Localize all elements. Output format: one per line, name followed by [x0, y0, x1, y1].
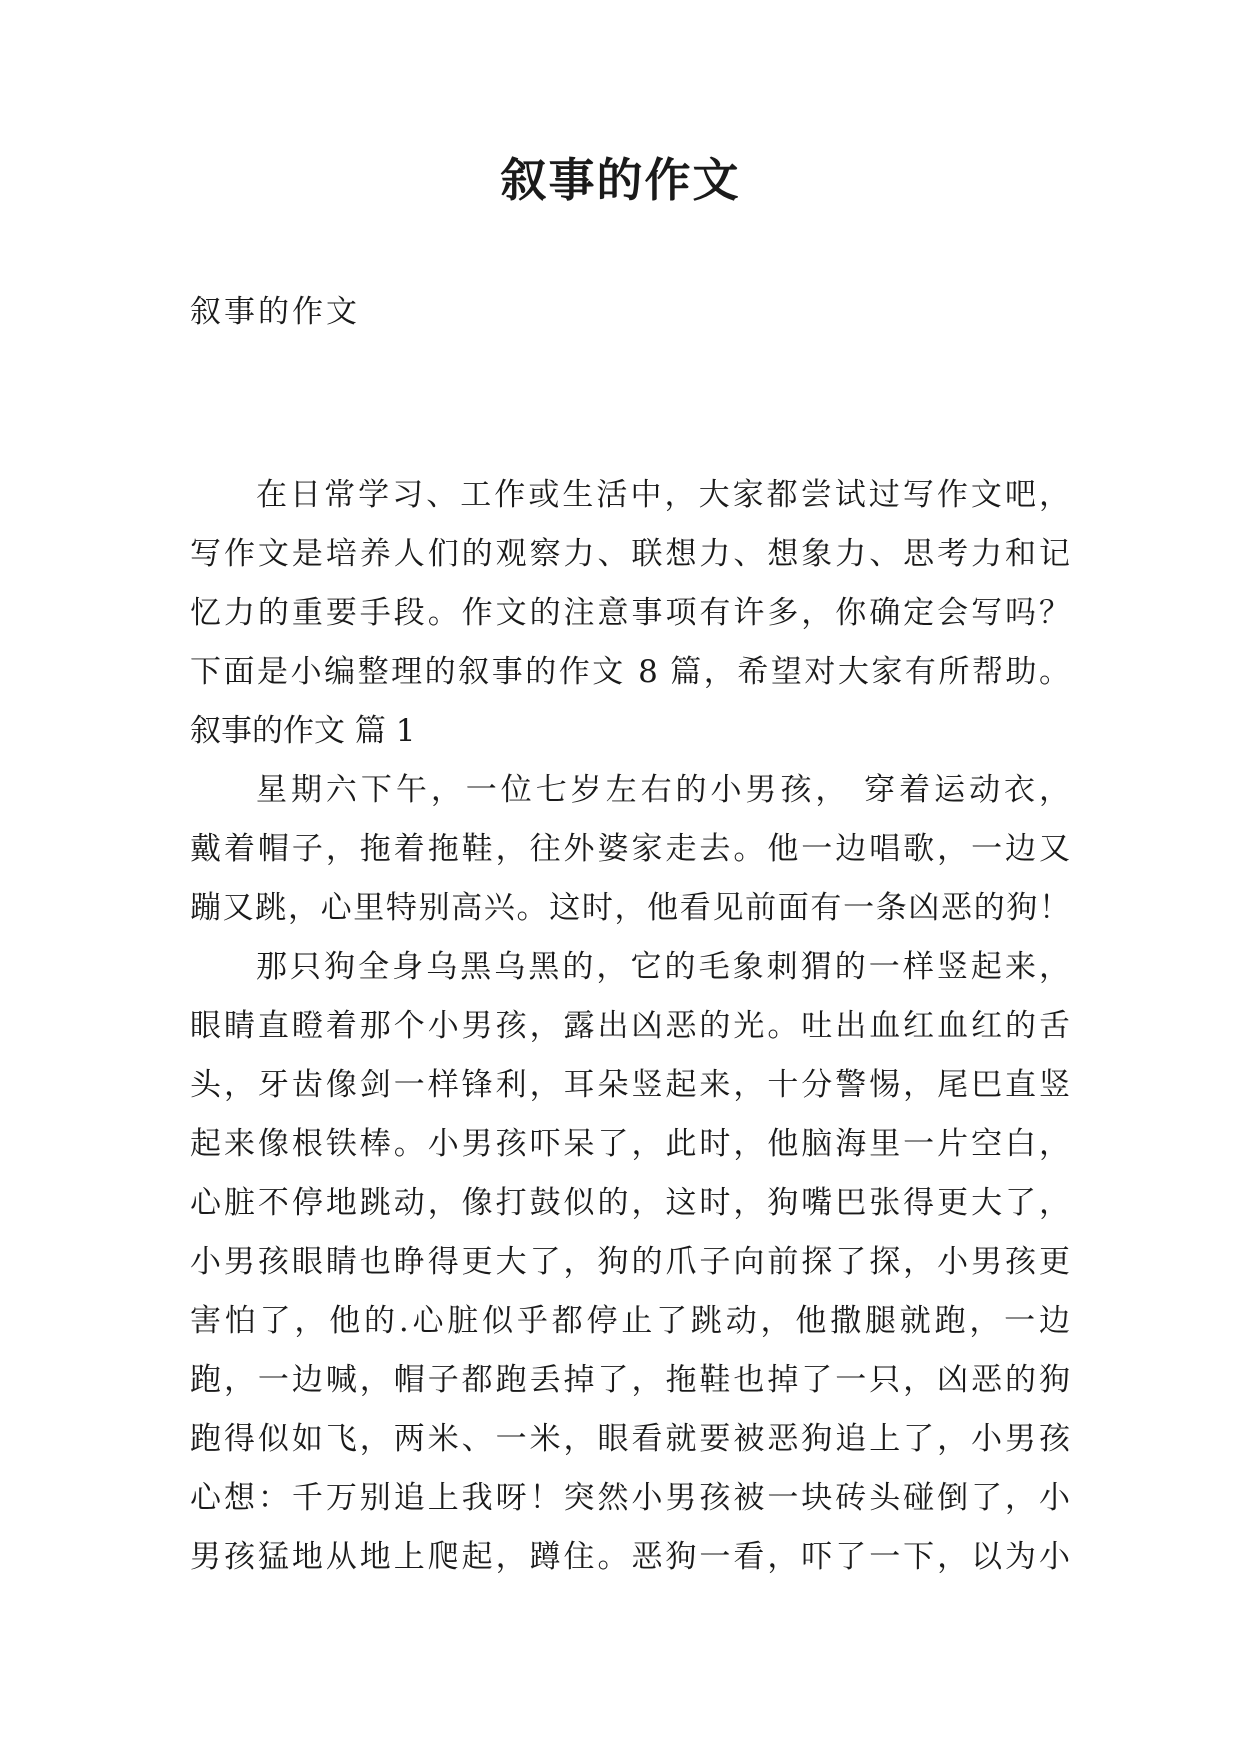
body-line: 那只狗全身乌黑乌黑的，它的毛象刺猬的一样竖起来，: [256, 949, 1070, 985]
body-line: 蹦又跳，心里特别高兴。这时，他看见前面有一条凶恶的狗！: [190, 890, 1070, 926]
body-line: 起来像根铁棒。小男孩吓呆了，此时，他脑海里一片空白，: [190, 1126, 1070, 1162]
body-line: 写作文是培养人们的观察力、联想力、想象力、思考力和记: [190, 536, 1070, 572]
body-line: 跑，一边喊，帽子都跑丢掉了，拖鞋也掉了一只，凶恶的狗: [190, 1362, 1070, 1398]
body-line: 忆力的重要手段。作文的注意事项有许多，你确定会写吗？: [190, 595, 1070, 631]
body-line: 星期六下午，一位七岁左右的小男孩， 穿着运动衣，: [256, 772, 1070, 808]
document-body: [190, 466, 1070, 1587]
body-line: 小男孩眼睛也睁得更大了，狗的爪子向前探了探，小男孩更: [190, 1244, 1070, 1280]
body-line: 男孩猛地从地上爬起，蹲住。恶狗一看，吓了一下，以为小: [190, 1539, 1070, 1575]
section-heading: 叙事的作文 篇 1: [190, 713, 416, 749]
body-line: 心想：千万别追上我呀！突然小男孩被一块砖头碰倒了，小: [190, 1480, 1070, 1516]
body-line: 戴着帽子，拖着拖鞋，往外婆家走去。他一边唱歌，一边又: [190, 831, 1070, 867]
body-line: 头，牙齿像剑一样锋利，耳朵竖起来，十分警惕，尾巴直竖: [190, 1067, 1070, 1103]
body-line: 下面是小编整理的叙事的作文 8 篇，希望对大家有所帮助。: [190, 654, 1070, 690]
body-line: 在日常学习、工作或生活中，大家都尝试过写作文吧，: [256, 477, 1070, 513]
body-line: 眼睛直瞪着那个小男孩，露出凶恶的光。吐出血红血红的舌: [190, 1008, 1070, 1044]
body-line: 心脏不停地跳动，像打鼓似的，这时，狗嘴巴张得更大了，: [190, 1185, 1070, 1221]
document-title: 叙事的作文: [500, 153, 741, 207]
body-line: 跑得似如飞，两米、一米，眼看就要被恶狗追上了，小男孩: [190, 1421, 1070, 1457]
body-line: 害怕了，他的.心脏似乎都停止了跳动，他撒腿就跑，一边: [190, 1303, 1070, 1339]
document-subtitle: 叙事的作文: [190, 294, 360, 330]
